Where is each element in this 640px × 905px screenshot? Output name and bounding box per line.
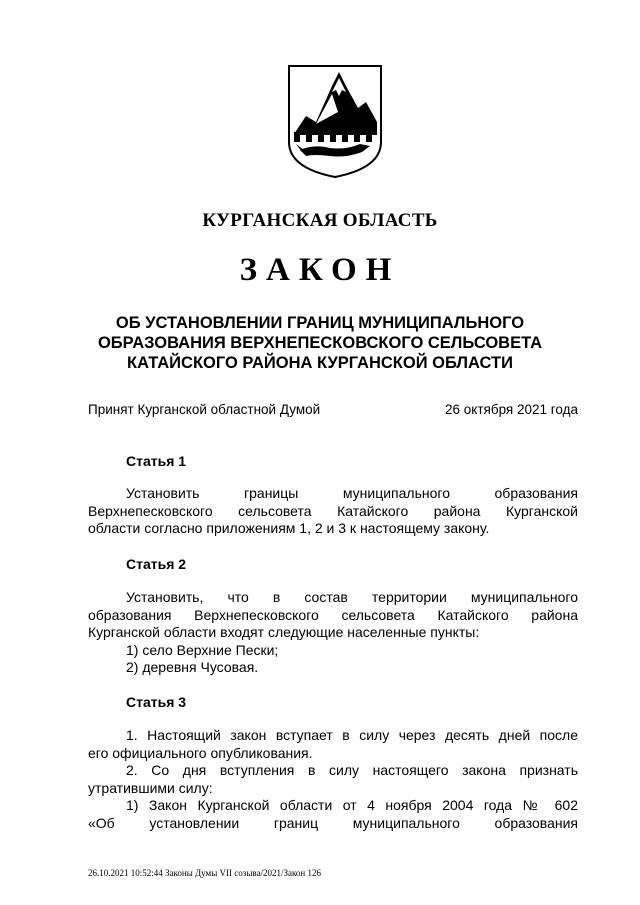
adoption-line xyxy=(88,402,578,417)
region-name: КУРГАНСКАЯ ОБЛАСТЬ xyxy=(202,210,438,231)
text-line: 1. Настоящий закон вступает в силу через десять дней после xyxy=(126,727,578,743)
text-line: «Об установлении границ муниципального образования xyxy=(88,814,578,831)
text-line: 1) село Верхние Пески; xyxy=(126,641,279,658)
law-title-line: ОБ УСТАНОВЛЕНИИ ГРАНИЦ МУНИЦИПАЛЬНОГО xyxy=(115,314,525,332)
article-heading: Статья 1 xyxy=(126,453,187,469)
coat-of-arms-emblem xyxy=(286,64,384,179)
document-type: ЗАКОН xyxy=(239,252,401,288)
footer-stamp: 26.10.2021 10:52:44 Законы Думы VII созыва/2021/Закон 126 xyxy=(88,868,321,878)
article-text xyxy=(88,589,578,677)
text-line: Установить границы муниципального образования xyxy=(126,485,578,501)
text-line: Верхнепесковского сельсовета Катайского района Курганской xyxy=(88,502,578,519)
adopted-by: Принят Курганской областной Думой xyxy=(88,402,321,417)
article-text xyxy=(88,727,578,832)
article-heading: Статья 3 xyxy=(126,694,187,710)
adoption-date: 26 октября 2021 года xyxy=(445,402,578,417)
text-line: Установить, что в состав территории муниципального xyxy=(126,589,578,605)
text-line: утратившими силу: xyxy=(88,779,213,796)
text-line: 1) Закон Курганской области от 4 ноября 2004 года № 602 xyxy=(126,797,578,813)
text-line: области согласно приложениям 1, 2 и 3 к настоящему закону. xyxy=(88,520,490,536)
text-line: Курганской области входят следующие населенные пункты: xyxy=(88,624,480,640)
article-text xyxy=(88,485,578,538)
law-title xyxy=(60,313,580,373)
text-line: 2) деревня Чусовая. xyxy=(126,659,259,675)
law-title-line: КАТАЙСКОГО РАЙОНА КУРГАНСКОЙ ОБЛАСТИ xyxy=(127,354,513,372)
article-heading: Статья 2 xyxy=(126,556,187,572)
law-title-line: ОБРАЗОВАНИЯ ВЕРХНЕПЕСКОВСКОГО СЕЛЬСОВЕТА xyxy=(97,334,543,352)
text-line: 2. Со дня вступления в силу настоящего закона признать xyxy=(126,762,578,778)
text-line: образования Верхнепесковского сельсовета Катайского района xyxy=(88,606,578,623)
text-line: его официального опубликования. xyxy=(88,744,313,761)
